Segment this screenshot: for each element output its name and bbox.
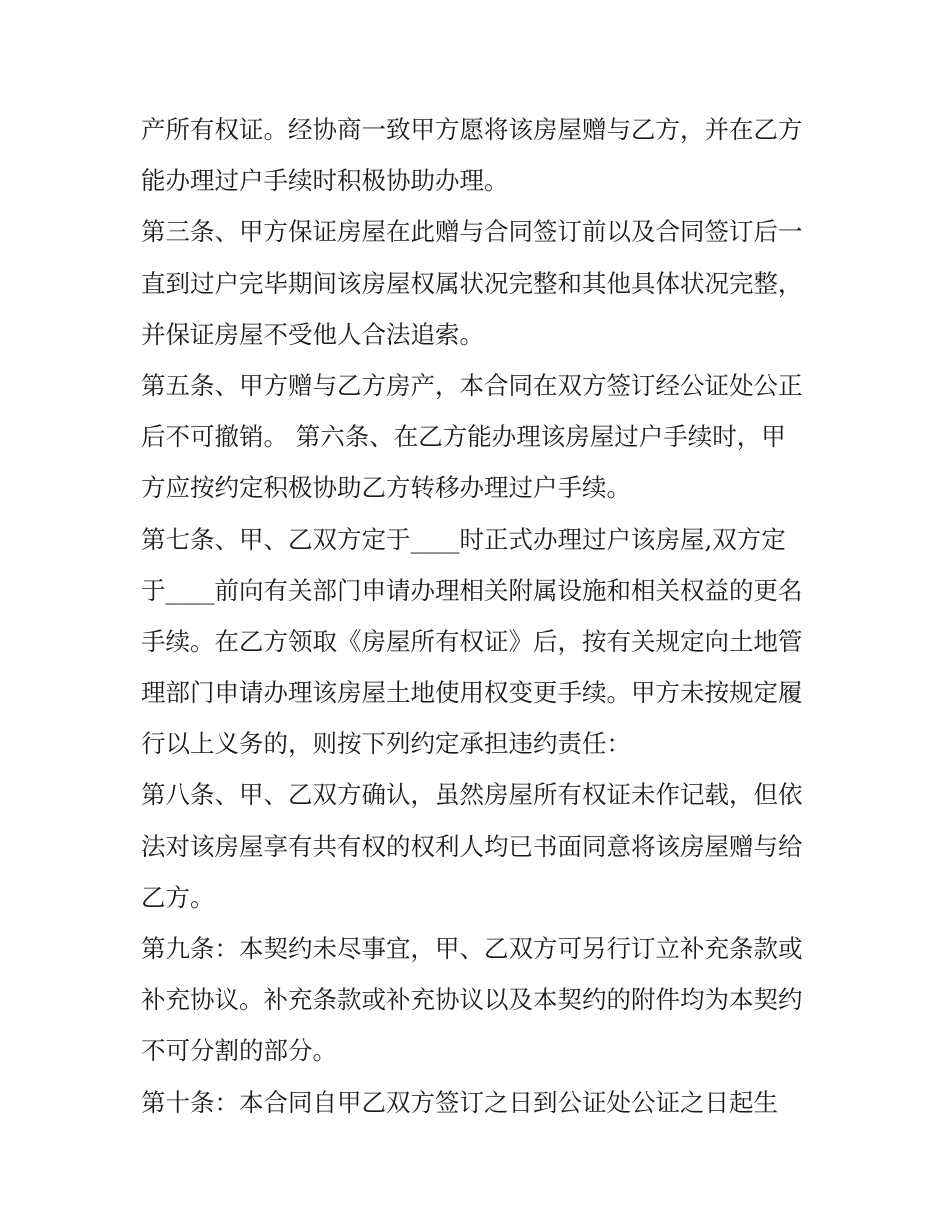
text-line: 第八条、甲、乙双方确认，虽然房屋所有权证未作记载，但依 xyxy=(141,780,803,810)
text-line: 方应按约定积极协助乙方转移办理过户手续。 xyxy=(141,473,631,503)
text-line: 并保证房屋不受他人合法追索。 xyxy=(141,319,484,349)
text-line: 后不可撤销。 第六条、在乙方能办理该房屋过户手续时，甲 xyxy=(141,422,786,452)
text-line: 法对该房屋享有共有权的权利人均已书面同意将该房屋赠与给 xyxy=(141,831,803,861)
text-line: 第五条、甲方赠与乙方房产，本合同在双方签订经公证处公正 xyxy=(141,370,803,400)
text-line: 第三条、甲方保证房屋在此赠与合同签订前以及合同签订后一 xyxy=(141,217,803,247)
text-line: 第十条：本合同自甲乙双方签订之日到公证处公证之日起生 xyxy=(141,1087,778,1117)
text-line: 第七条、甲、乙双方定于____时正式办理过户该房屋,双方定 xyxy=(141,524,786,554)
text-line: 手续。在乙方领取《房屋所有权证》后，按有关规定向土地管 xyxy=(141,626,803,656)
text-line: 直到过户完毕期间该房屋权属状况完整和其他具体状况完整， xyxy=(141,268,803,298)
text-line: 第九条：本契约未尽事宜，甲、乙双方可另行订立补充条款或 xyxy=(141,934,803,963)
text-line: 能办理过户手续时积极协助办理。 xyxy=(141,166,509,196)
text-line: 产所有权证。经协商一致甲方愿将该房屋赠与乙方，并在乙方 xyxy=(141,115,803,144)
text-line: 不可分割的部分。 xyxy=(141,1036,337,1066)
text-line: 理部门申请办理该房屋土地使用权变更手续。甲方未按规定履 xyxy=(141,678,803,708)
text-line: 行以上义务的，则按下列约定承担违约责任： xyxy=(141,729,631,759)
text-line: 于____前向有关部门申请办理相关附属设施和相关权益的更名 xyxy=(141,575,803,605)
text-line: 补充协议。补充条款或补充协议以及本契约的附件均为本契约 xyxy=(141,985,803,1015)
document-body xyxy=(141,104,821,1128)
text-line: 乙方。 xyxy=(141,882,215,912)
